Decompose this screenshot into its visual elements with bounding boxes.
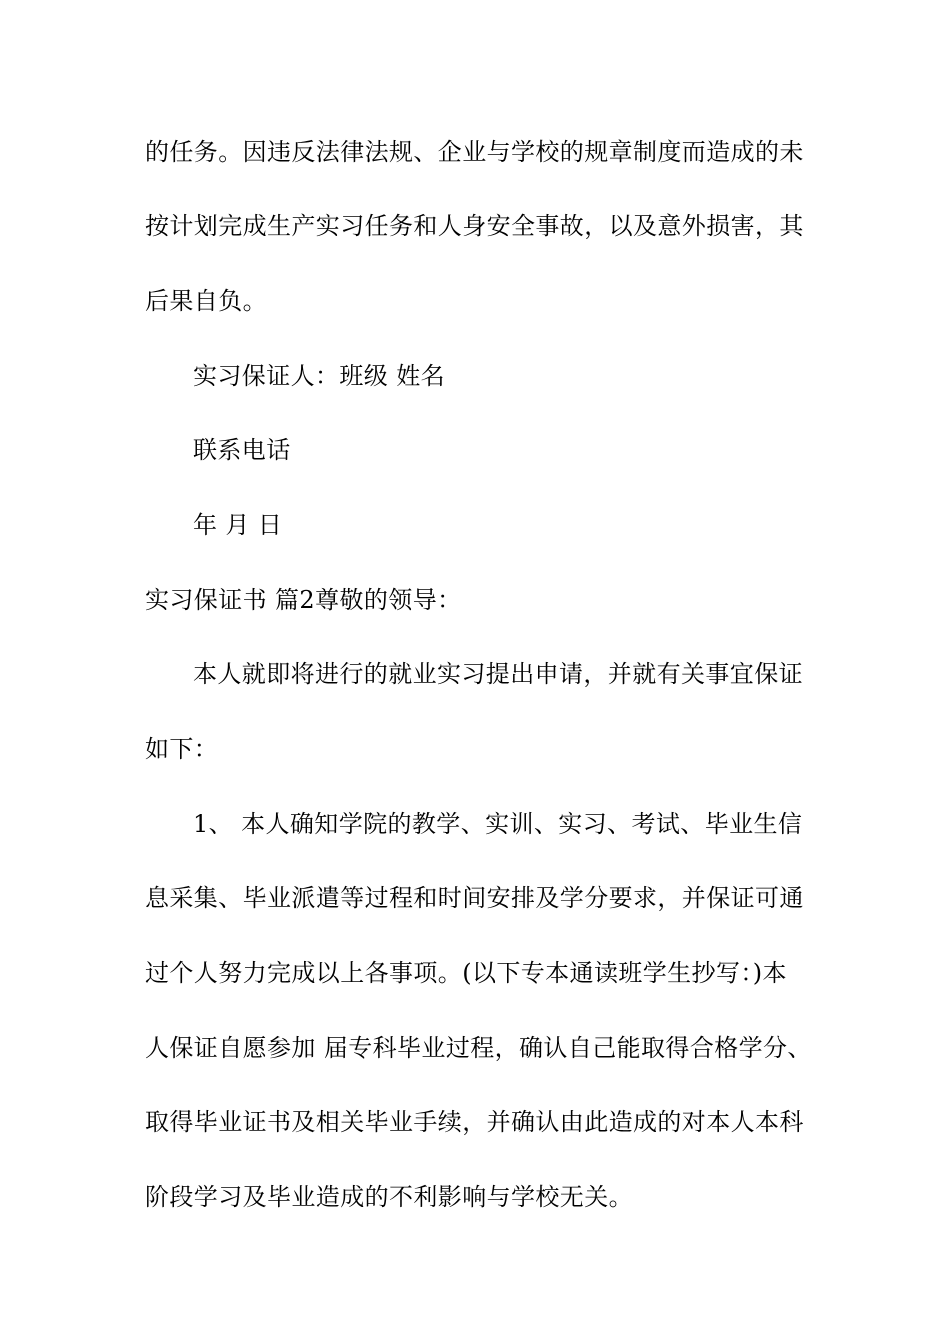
body-text-line: 取得毕业证书及相关毕业手续，并确认由此造成的对本人本科	[145, 1108, 804, 1136]
guarantor-signature-line: 实习保证人：班级 姓名	[193, 362, 446, 390]
body-text-line: 本人就即将进行的就业实习提出申请，并就有关事宜保证	[193, 660, 803, 688]
date-line: 年 月 日	[193, 511, 283, 539]
body-text-line: 按计划完成生产实习任务和人身安全事故，以及意外损害，其	[145, 212, 804, 240]
body-text-line: 后果自负。	[145, 287, 267, 315]
body-text-line: 过个人努力完成以上各事项。(以下专本通读班学生抄写：)本	[145, 959, 787, 987]
body-text-line: 阶段学习及毕业造成的不利影响与学校无关。	[145, 1183, 633, 1211]
body-text-line: 息采集、毕业派遣等过程和时间安排及学分要求，并保证可通	[145, 884, 804, 912]
contact-phone-line: 联系电话	[193, 436, 291, 464]
body-text-line: 人保证自愿参加 届专科毕业过程，确认自己能取得合格学分、	[145, 1034, 812, 1062]
list-item-line: 1、 本人确知学院的教学、实训、实习、考试、毕业生信	[193, 810, 803, 838]
section-heading: 实习保证书 篇2尊敬的领导：	[145, 586, 462, 614]
body-text-line: 的任务。因违反法律法规、企业与学校的规章制度而造成的未	[145, 138, 804, 166]
body-text-line: 如下：	[145, 735, 219, 763]
